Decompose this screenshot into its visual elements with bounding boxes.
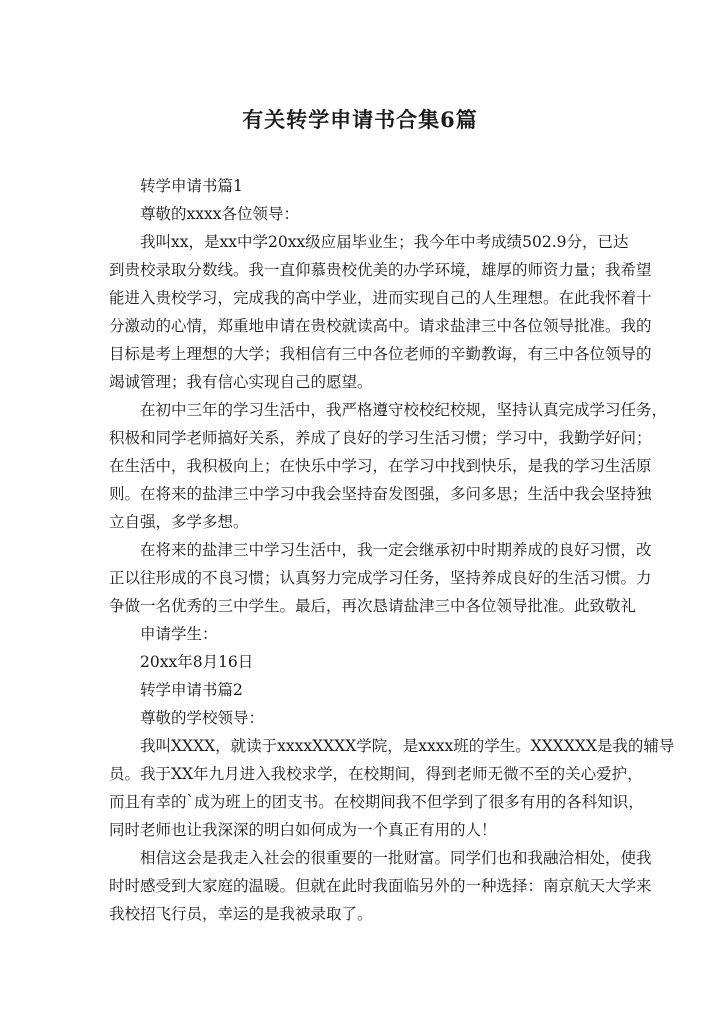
document-title: 有关转学申请书合集6篇 [242, 107, 478, 132]
text-line: 到贵校录取分数线。我一直仰慕贵校优美的办学环境，雄厚的师资力量；我希望 [109, 261, 652, 279]
text-line: 我叫XXXX，就读于xxxxXXXX学院，是xxxx班的学生。XXXXXX是我的辅导 [140, 737, 675, 755]
text-line: 积极和同学老师搞好关系，养成了良好的学习生活习惯；学习中，我勤学好问； [109, 429, 652, 447]
text-line: 申请学生： [140, 625, 218, 643]
text-line: 而且有幸的`成为班上的团支书。在校期间我不但学到了很多有用的各科知识， [109, 793, 644, 811]
text-line: 员。我于XX年九月进入我校求学，在校期间，得到老师无微不至的关心爱护， [109, 765, 643, 783]
text-line: 尊敬的学校领导： [140, 709, 265, 727]
text-line: 在初中三年的学习生活中，我严格遵守校校纪校规，坚持认真完成学习任务， [140, 401, 668, 419]
text-line: 转学申请书篇1 [140, 177, 243, 195]
text-line: 能进入贵校学习，完成我的高中学业，进而实现自己的人生理想。在此我怀着十 [109, 289, 652, 307]
text-line: 则。在将来的盐津三中学习中我会坚持奋发图强，多问多思；生活中我会坚持独 [109, 485, 652, 503]
text-line: 时时感受到大家庭的温暖。但就在此时我面临另外的一种选择：南京航天大学来 [109, 877, 652, 895]
text-line: 争做一名优秀的三中学生。最后，再次恳请盐津三中各位领导批准。此致敬礼 [109, 597, 637, 615]
text-line: 竭诚管理；我有信心实现自己的愿望。 [109, 373, 373, 391]
text-line: 我叫xx，是xx中学20xx级应届毕业生；我今年中考成绩502.9分，已达 [140, 233, 629, 251]
text-line: 20xx年8月16日 [140, 653, 254, 671]
text-line: 正以往形成的不良习惯；认真努力完成学习任务，坚持养成良好的生活习惯。力 [109, 569, 652, 587]
text-line: 尊敬的xxxx各位领导： [140, 205, 299, 223]
text-line: 在将来的盐津三中学习生活中，我一定会继承初中时期养成的良好习惯，改 [140, 541, 652, 559]
text-line: 在生活中，我积极向上；在快乐中学习，在学习中找到快乐，是我的学习生活原 [109, 457, 652, 475]
text-line: 目标是考上理想的大学；我相信有三中各位老师的辛勤教诲，有三中各位领导的 [109, 345, 652, 363]
text-line: 分激动的心情，郑重地申请在贵校就读高中。请求盐津三中各位领导批准。我的 [109, 317, 652, 335]
document-body [109, 172, 675, 928]
text-line: 立自强，多学多想。 [109, 513, 249, 531]
text-line: 我校招飞行员，幸运的是我被录取了。 [109, 905, 373, 923]
text-line: 转学申请书篇2 [140, 681, 243, 699]
text-line: 同时老师也让我深深的明白如何成为一个真正有用的人！ [109, 821, 497, 839]
text-line: 相信这会是我走入社会的很重要的一批财富。同学们也和我融洽相处，使我 [140, 849, 652, 867]
